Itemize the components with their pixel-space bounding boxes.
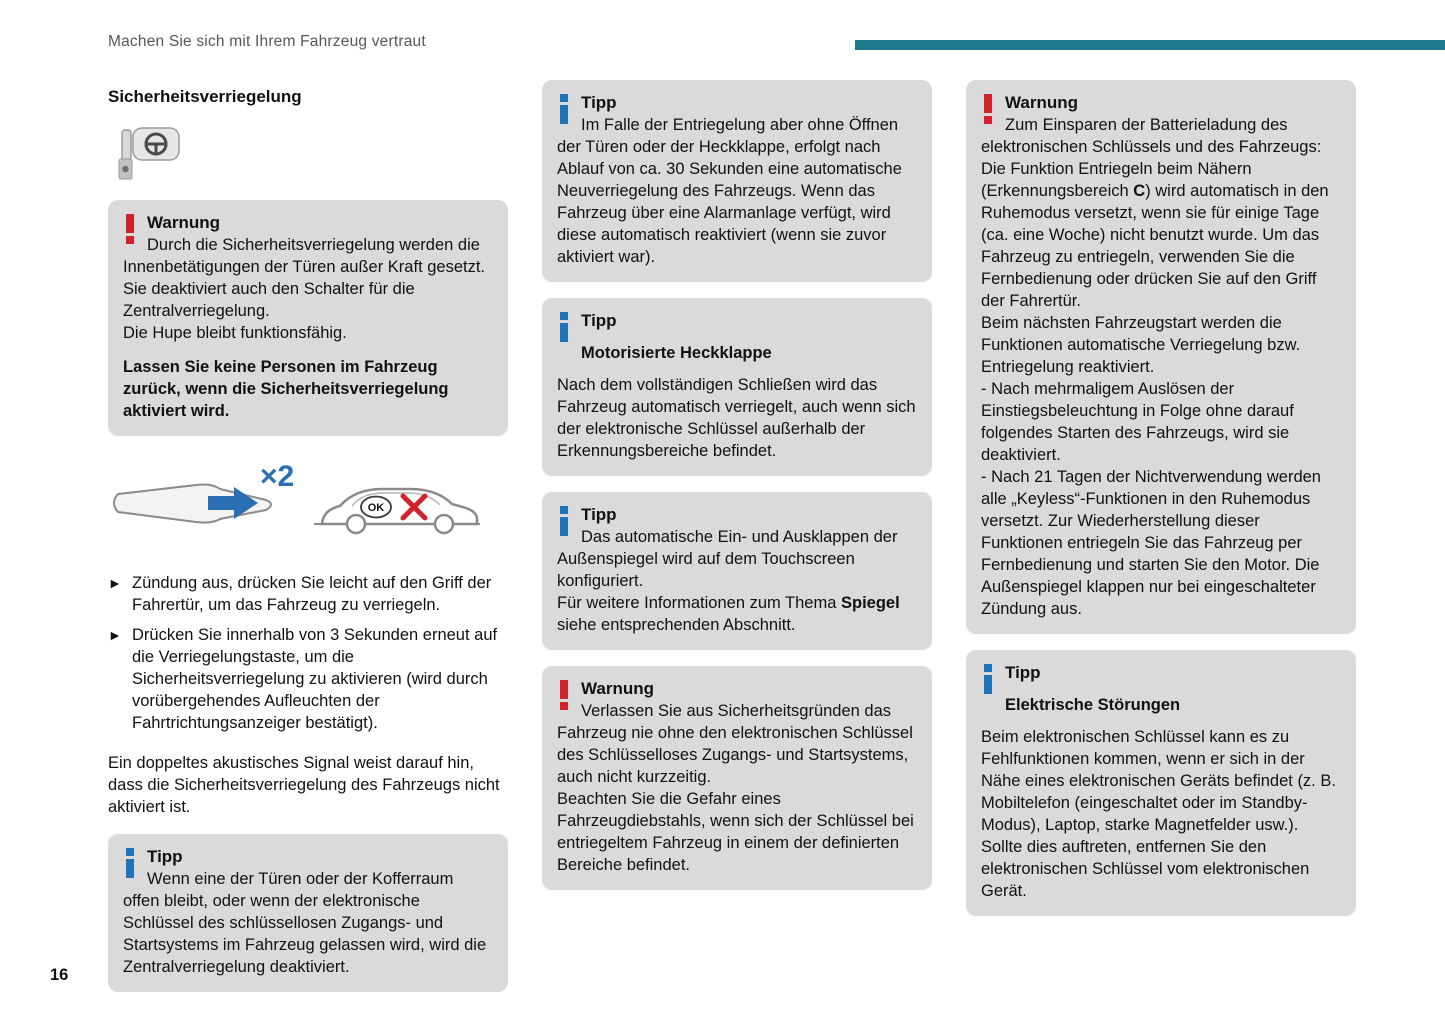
paragraph [981, 158, 1341, 312]
warning-icon [557, 680, 571, 720]
instruction-list [108, 572, 508, 742]
paragraph: Durch die Sicherheitsverriegelung werden die Innenbetätigungen der Türen außer Kraft gesetzt. Sie deaktiviert auch den Schalter für die Zentralverriegelung. [123, 236, 486, 320]
text-segment-bold: Spiegel [840, 594, 900, 612]
list-item [108, 572, 508, 616]
warning-box [108, 200, 508, 436]
text-segment: siehe entsprechenden Abschnitt. [557, 616, 796, 634]
bullet-text: Drücken Sie innerhalb von 3 Sekunden erneut auf die Verriegelungstaste, um die Sicherheitsverriegelung zu aktivieren (wird durch vorübergehendes Aufleuchten der Fahrtrichtungsanzeiger bestätigt). [132, 626, 498, 732]
box-label: Warnung [147, 213, 221, 232]
text-segment: Für weitere Informationen zum Thema [557, 594, 841, 612]
paragraph [557, 592, 917, 636]
paragraph: Wenn eine der Türen oder der Kofferraum offen bleibt, oder wenn der elektronische Schlüssel des schlüssellosen Zugangs- und Startsystems im Fahrzeug gelassen wird, wird die Zentralverriegelung deaktiviert. [123, 870, 487, 976]
page-number: 16 [50, 966, 69, 984]
box-label: Warnung [1005, 93, 1079, 112]
tip-box [542, 80, 932, 282]
paragraph: Im Falle der Entriegelung aber ohne Öffnen der Türen oder der Heckklappe, erfolgt nach Ablauf von ca. 30 Sekunden eine automatische Neuverriegelung des Fahrzeugs. Wenn das Fahrzeug über eine Alarmanlage verfügt, wird diese automatisch reaktiviert (wenn sie zuvor aktiviert war). [557, 116, 902, 266]
paragraph: Beim elektronischen Schlüssel kann es zu Fehlfunktionen kommen, wenn er sich in der Nähe eines elektronischen Geräts befindet (z. B. Mobiltelefon (eingeschaltet oder im Standby-Modus), Laptop, starke Magnetfelder usw.). Sollte dies auftreten, entfernen Sie den elektronischen Schlüssel vom elektronischen Gerät. [981, 728, 1336, 900]
info-icon [981, 664, 995, 704]
warning-box [966, 80, 1356, 634]
key-double-press-graphic [108, 458, 480, 550]
bullet-arrow-icon: ► [108, 575, 122, 591]
paragraph: Beim nächsten Fahrzeugstart werden die Funktionen automatische Verriegelung bzw. Entriegelung reaktiviert. [981, 314, 1301, 376]
content-columns [108, 80, 1356, 1008]
tip-box [966, 650, 1356, 916]
box-label: Tipp [581, 505, 617, 524]
column-2 [542, 80, 932, 1008]
list-item [108, 624, 508, 734]
paragraph: Beachten Sie die Gefahr eines Fahrzeugdiebstahls, wenn sich der Schlüssel bei entriegeltem Fahrzeug in einem der definierten Bereiche befindet. [557, 790, 914, 874]
box-label: Tipp [581, 311, 617, 330]
paragraph: Zum Einsparen der Batterieladung des elektronischen Schlüssels und des Fahrzeugs: [981, 116, 1322, 156]
paragraph: Nach dem vollständigen Schließen wird das Fahrzeug automatisch verriegelt, auch wenn sich der elektronische Schlüssel außerhalb der Erkennungsbereiche befindet. [557, 376, 916, 460]
info-icon [557, 506, 571, 546]
paragraph: Das automatische Ein- und Ausklappen der Außenspiegel wird auf dem Touchscreen konfiguriert. [557, 528, 898, 590]
box-label: Tipp [1005, 663, 1041, 682]
text-segment-bold: C [1133, 182, 1146, 200]
paragraph: Die Hupe bleibt funktionsfähig. [123, 324, 347, 342]
info-icon [123, 848, 137, 888]
warning-icon [981, 94, 995, 134]
text-segment: Die Funktion Entriegeln beim Nähern (Erkennungsbereich [981, 160, 1252, 200]
keyless-entry-icon [108, 126, 508, 190]
tip-box [542, 492, 932, 650]
paragraph: Lassen Sie keine Personen im Fahrzeug zurück, wenn die Sicherheitsverriegelung aktiviert wird. [123, 358, 449, 420]
running-header: Machen Sie sich mit Ihrem Fahrzeug vertraut [108, 33, 426, 50]
column-3 [966, 80, 1356, 1008]
accent-bar [855, 40, 1445, 50]
bullet-text: Zündung aus, drücken Sie leicht auf den Griff der Fahrertür, um das Fahrzeug zu verriegeln. [132, 574, 492, 614]
section-title: Sicherheitsverriegelung [108, 87, 302, 106]
bullet-arrow-icon: ► [108, 627, 122, 643]
ok-label: OK [367, 502, 385, 514]
box-label: Tipp [147, 847, 183, 866]
times-two-label: ×2 [260, 460, 295, 493]
paragraph: Verlassen Sie aus Sicherheitsgründen das Fahrzeug nie ohne den elektronischen Schlüssel des Schlüsselloses Zugangs- und Startsystems, auch nicht kurzzeitig. [557, 702, 913, 786]
column-1 [108, 80, 508, 1008]
warning-icon [123, 214, 137, 254]
double-lock-figure [108, 458, 508, 556]
box-label: Warnung [581, 679, 655, 698]
tip-box [542, 298, 932, 476]
info-icon [557, 94, 571, 134]
box-subtitle: Elektrische Störungen [1005, 696, 1181, 714]
paragraph: - Nach mehrmaligem Auslösen der Einstiegsbeleuchtung in Folge ohne darauf folgendes Starten des Fahrzeugs, wird sie deaktiviert. [981, 380, 1294, 464]
key-fob-graphic [108, 126, 182, 184]
warning-box [542, 666, 932, 890]
box-subtitle: Motorisierte Heckklappe [581, 344, 772, 362]
box-label: Tipp [581, 93, 617, 112]
text-segment: ) wird automatisch in den Ruhemodus versetzt, wenn sie für einige Tage (ca. eine Woche) nicht benutzt wurde. Um das Fahrzeug zu entriegeln, verwenden Sie die Fernbedienung oder drücken Sie auf den Griff der Fahrertür. [981, 182, 1329, 310]
tip-box [108, 834, 508, 992]
paragraph: - Nach 21 Tagen der Nichtverwendung werden alle „Keyless“-Funktionen in den Ruhemodus versetzt. Zur Wiederherstellung dieser Funktionen entriegeln Sie das Fahrzeug per Fernbedienung und starten Sie den Motor. Die Außenspiegel klappen nur bei eingeschalteter Zündung aus. [981, 468, 1321, 618]
paragraph: Ein doppeltes akustisches Signal weist darauf hin, dass die Sicherheitsverriegelung des Fahrzeugs nicht aktiviert ist. [108, 754, 500, 816]
info-icon [557, 312, 571, 352]
